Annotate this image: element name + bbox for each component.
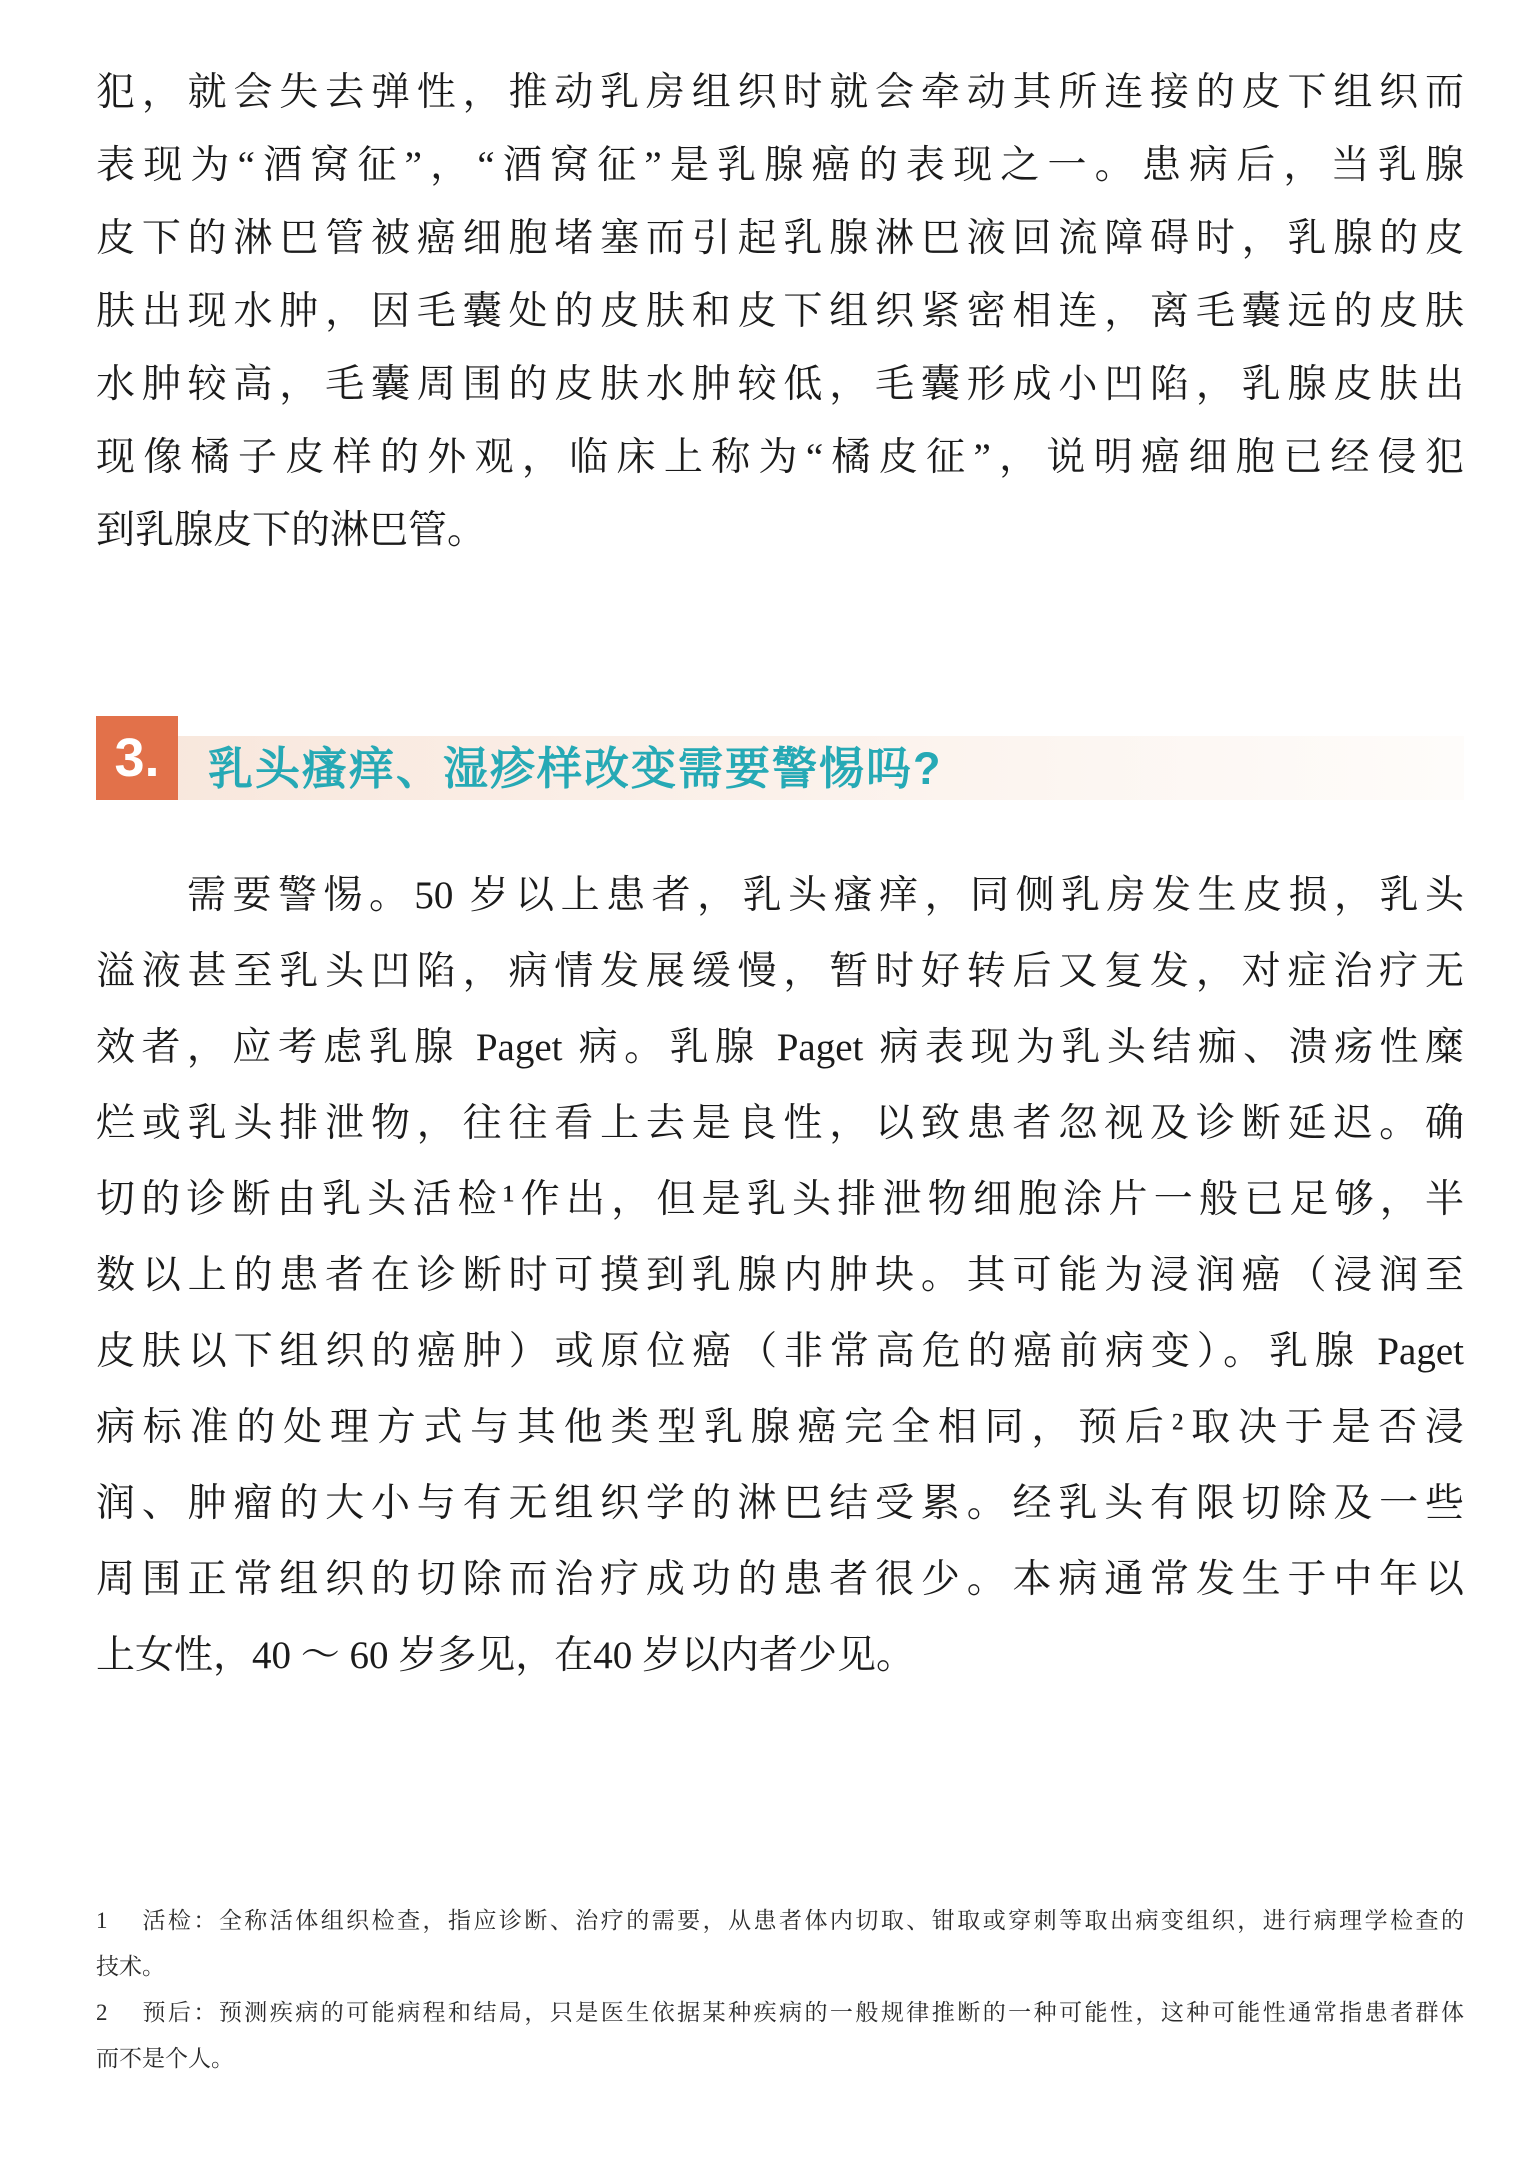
section-title: 乳头瘙痒、湿疹样改变需要警惕吗? — [208, 743, 943, 794]
footnote-first-line — [96, 1898, 1464, 1944]
text-line: 皮下的淋巴管被癌细胞堵塞而引起乳腺淋巴液回流障碍时，乳腺的皮 — [96, 217, 1464, 260]
footnotes — [96, 1898, 1464, 2082]
text-line: 溢液甚至乳头凹陷，病情发展缓慢，暂时好转后又复发，对症治疗无 — [96, 950, 1464, 993]
text-line: 犯，就会失去弹性，推动乳房组织时就会牵动其所连接的皮下组织而 — [96, 71, 1464, 114]
intro-paragraph — [96, 56, 1464, 567]
text-line: 需要警惕。50 岁以上患者，乳头瘙痒，同侧乳房发生皮损，乳头 — [96, 874, 1464, 917]
text-line: 现像橘子皮样的外观，临床上称为“橘皮征”，说明癌细胞已经侵犯 — [96, 436, 1464, 479]
footnote-line: 技术。 — [96, 1954, 165, 1979]
footnote-number: 2 — [96, 2000, 108, 2025]
footnote-line: 而不是个人。 — [96, 2046, 234, 2071]
text-line: 肤出现水肿，因毛囊处的皮肤和皮下组织紧密相连，离毛囊远的皮肤 — [96, 290, 1464, 333]
footnote-number: 1 — [96, 1908, 108, 1933]
section-header — [96, 728, 1464, 800]
footnote-text: 预后：预测疾病的可能病程和结局，只是医生依据某种疾病的一般规律推断的一种可能性，这种可能性通常指患者群体 — [140, 2000, 1464, 2025]
text-line: 上女性，40 ～ 60 岁多见，在40 岁以内者少见。 — [96, 1634, 916, 1677]
text-line: 病标准的处理方式与其他类型乳腺癌完全相同，预后²取决于是否浸 — [96, 1406, 1464, 1449]
text-line: 烂或乳头排泄物，往往看上去是良性，以致患者忽视及诊断延迟。确 — [96, 1102, 1464, 1145]
text-line: 表现为“酒窝征”，“酒窝征”是乳腺癌的表现之一。患病后，当乳腺 — [96, 144, 1464, 187]
footnote-first-line — [96, 1990, 1464, 2036]
text-line: 周围正常组织的切除而治疗成功的患者很少。本病通常发生于中年以 — [96, 1558, 1464, 1601]
body-paragraph — [96, 858, 1464, 1694]
text-line: 数以上的患者在诊断时可摸到乳腺内肿块。其可能为浸润癌（浸润至 — [96, 1254, 1464, 1297]
text-line: 润、肿瘤的大小与有无组织学的淋巴结受累。经乳头有限切除及一些 — [96, 1482, 1464, 1525]
text-line: 皮肤以下组织的癌肿）或原位癌（非常高危的癌前病变）。乳腺 Paget — [96, 1330, 1464, 1373]
text-line: 水肿较高，毛囊周围的皮肤水肿较低，毛囊形成小凹陷，乳腺皮肤出 — [96, 363, 1464, 406]
text-line: 效者，应考虑乳腺 Paget 病。乳腺 Paget 病表现为乳头结痂、溃疡性糜 — [96, 1026, 1464, 1069]
text-line: 到乳腺皮下的淋巴管。 — [96, 509, 487, 552]
text-line: 切的诊断由乳头活检¹作出，但是乳头排泄物细胞涂片一般已足够，半 — [96, 1178, 1464, 1221]
footnote-text: 活检：全称活体组织检查，指应诊断、治疗的需要，从患者体内切取、钳取或穿刺等取出病变组织，进行病理学检查的 — [140, 1908, 1464, 1933]
section-number-badge: 3. — [96, 716, 178, 800]
